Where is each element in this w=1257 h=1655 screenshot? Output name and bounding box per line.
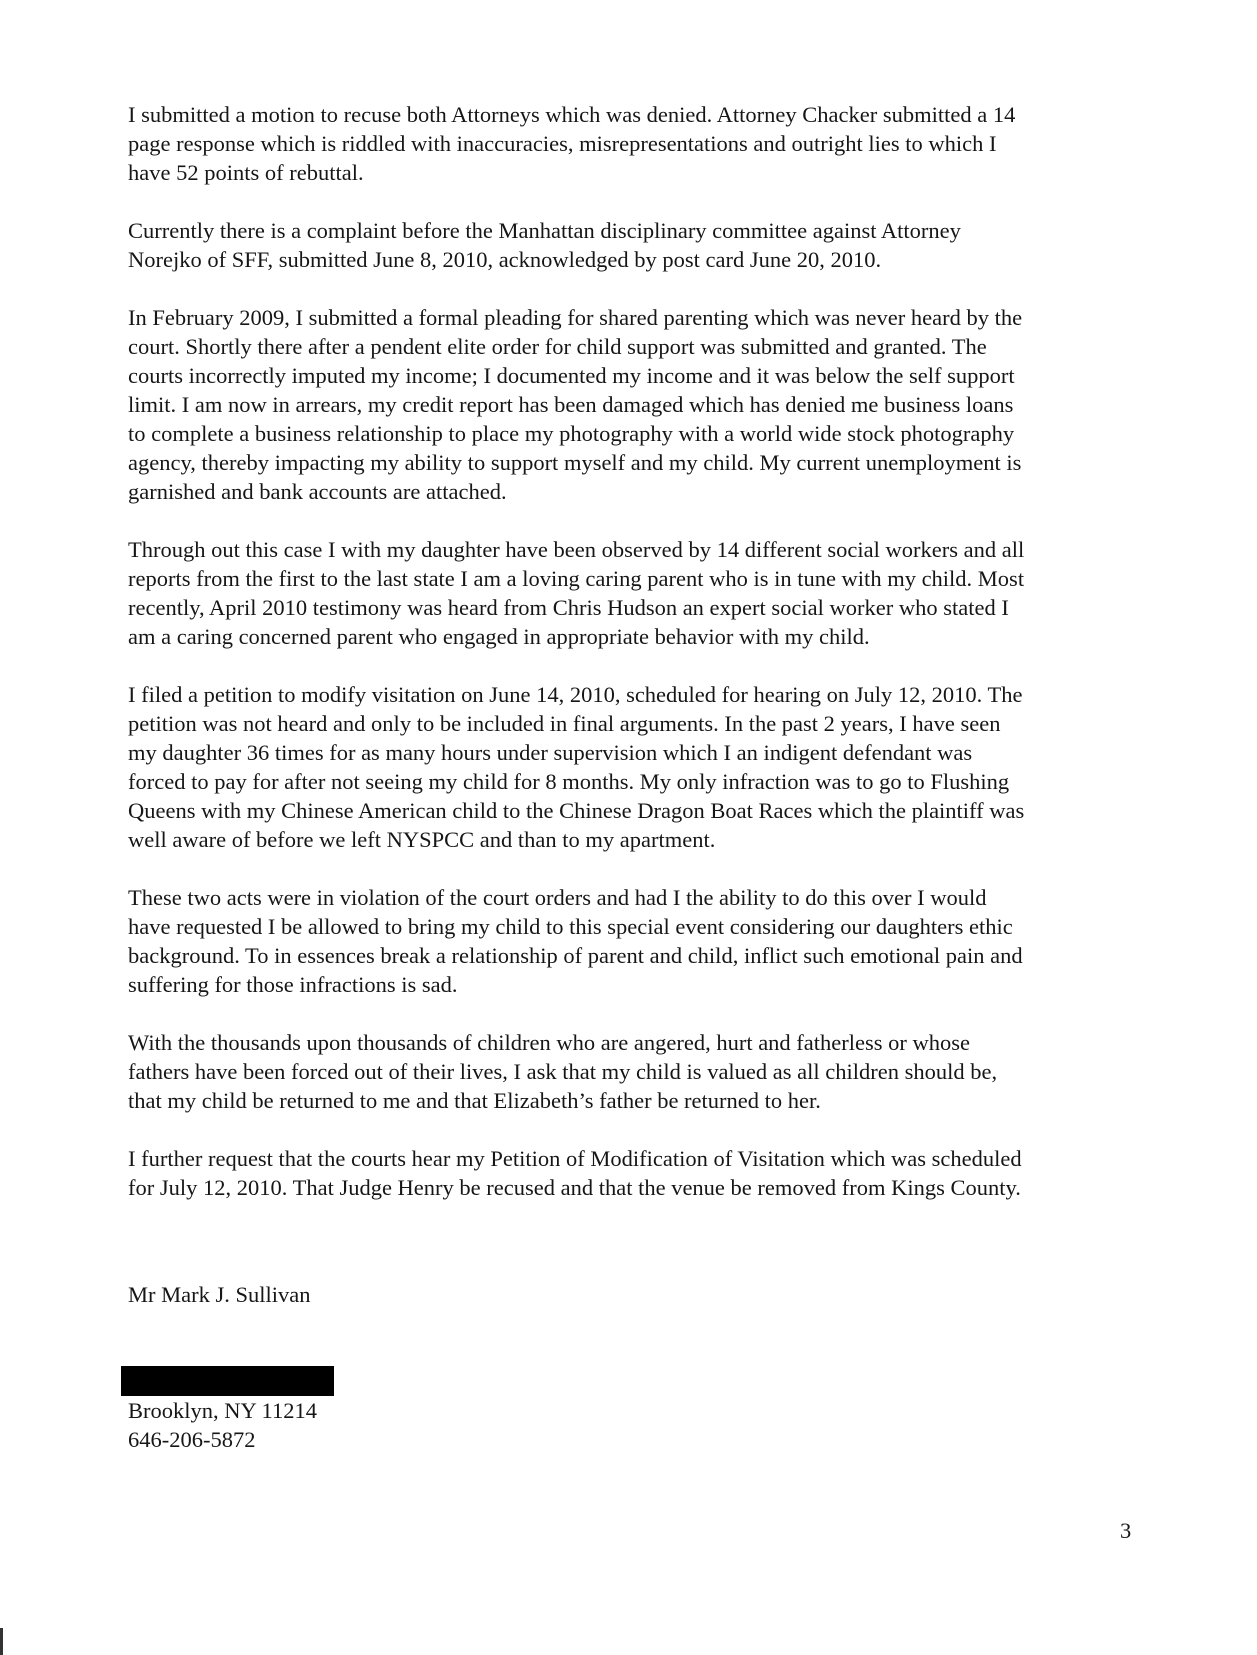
paragraph-child-support: In February 2009, I submitted a formal pleading for shared parenting which was never heard by the court. Shortly there after a pendent elite order for child support was submitted and granted. The courts incorrectly imputed my income; I documented my income and it was below the self support limit. I am now in arrears, my credit report has been damaged which has denied me business loans to complete a business relationship to place my photography with a world wide stock photography agency, thereby impacting my ability to support myself and my child. My current unemployment is garnished and bank accounts are attached.	[128, 305, 1023, 504]
signer-name: Mr Mark J. Sullivan	[128, 1282, 311, 1307]
signature-block	[128, 1280, 311, 1309]
redaction-bar	[121, 1366, 334, 1396]
letter-body	[128, 100, 1138, 1231]
paragraph-court-order-violation: These two acts were in violation of the court orders and had I the ability to do this over I would have requested I be allowed to bring my child to this special event considering our daughters ethic background. To in essences break a relationship of parent and child, inflict such emotional pain and suffering for those infractions is sad.	[128, 885, 1023, 997]
paragraph-final-request: I further request that the courts hear my Petition of Modification of Visitation which was scheduled for July 12, 2010. That Judge Henry be recused and that the venue be removed from Kings County.	[128, 1146, 1022, 1200]
paragraph-fatherless-children: With the thousands upon thousands of children who are angered, hurt and fatherless or whose fathers have been forced out of their lives, I ask that my child is valued as all children should be, that my child be returned to me and that Elizabeth’s father be returned to her.	[128, 1030, 998, 1113]
paragraph-social-workers: Through out this case I with my daughter have been observed by 14 different social workers and all reports from the first to the last state I am a loving caring parent who is in tune with my child. Most recently, April 2010 testimony was heard from Chris Hudson an expert social worker who stated I am a caring concerned parent who engaged in appropriate behavior with my child.	[128, 537, 1025, 649]
paragraph-disciplinary-complaint: Currently there is a complaint before the Manhattan disciplinary committee against Attorney Norejko of SFF, submitted June 8, 2010, acknowledged by post card June 20, 2010.	[128, 218, 961, 272]
page-number: 3	[1120, 1518, 1132, 1543]
address-block	[128, 1396, 317, 1454]
paragraph-recusal-motion: I submitted a motion to recuse both Attorneys which was denied. Attorney Chacker submitted a 14 page response which is riddled with inaccuracies, misrepresentations and outright lies to which I have 52 points of rebuttal.	[128, 102, 1016, 185]
paragraph-visitation-petition: I filed a petition to modify visitation on June 14, 2010, scheduled for hearing on July 12, 2010. The petition was not heard and only to be included in final arguments. In the past 2 years, I have seen my daughter 36 times for as many hours under supervision which I an indigent defendant was forced to pay for after not seeing my child for 8 months. My only infraction was to go to Flushing Queens with my Chinese American child to the Chinese Dragon Boat Races which the plaintiff was well aware of before we left NYSPCC and than to my apartment.	[128, 682, 1025, 852]
scan-edge-mark	[0, 1628, 3, 1655]
phone-number: 646-206-5872	[128, 1427, 256, 1452]
address-city-line: Brooklyn, NY 11214	[128, 1398, 317, 1423]
